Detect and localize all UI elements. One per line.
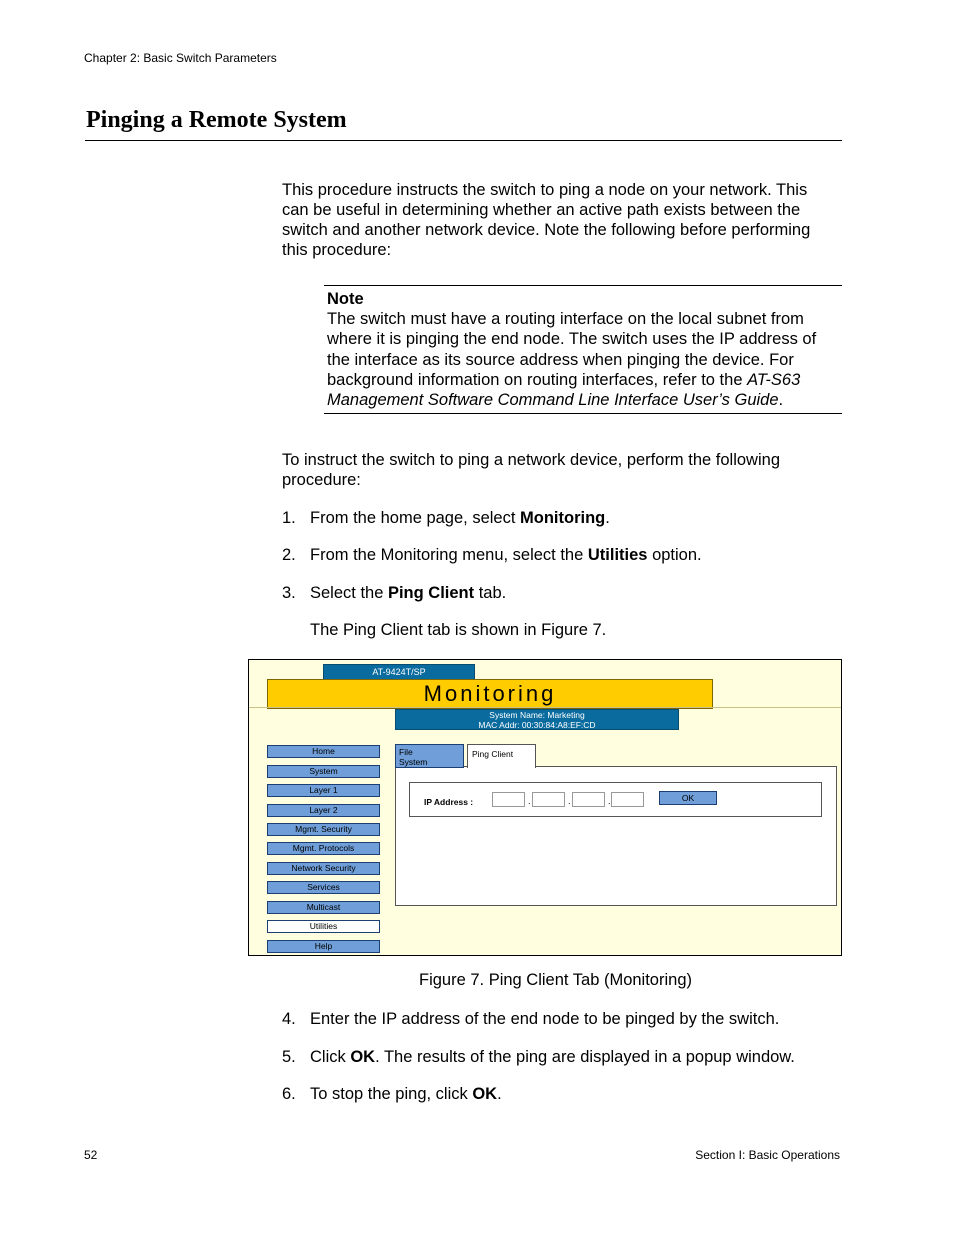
ip-octet-1-input[interactable] [492, 792, 525, 807]
step-item [282, 1047, 795, 1067]
note-title: Note [327, 290, 364, 308]
page-title: Pinging a Remote System [86, 107, 347, 133]
intro-line: this procedure: [282, 241, 392, 259]
note-line: the interface as its source address when pinging the device. For [327, 350, 794, 369]
tab-label: File [399, 747, 413, 757]
step-item [282, 583, 506, 603]
tab-file-system[interactable] [395, 744, 464, 768]
note-guide-title: Management Software Command Line Interface User’s Guide [327, 391, 779, 410]
intro-line: can be useful in determining whether an active path exists between the [282, 201, 801, 219]
step-bold: OK [472, 1085, 498, 1103]
step-text: From the Monitoring menu, select the [310, 546, 588, 564]
nav-home[interactable]: Home [267, 745, 380, 758]
ok-button[interactable]: OK [659, 791, 717, 805]
note-line [327, 390, 842, 410]
tab-label: System [399, 757, 428, 767]
step-bold: Monitoring [520, 509, 606, 527]
nav-mgmt-security[interactable]: Mgmt. Security [267, 823, 380, 836]
system-name: System Name: Marketing [489, 710, 585, 720]
step-item [282, 545, 702, 565]
chapter-header: Chapter 2: Basic Switch Parameters [84, 51, 277, 65]
figure-caption: Figure 7. Ping Client Tab (Monitoring) [419, 971, 692, 989]
step-item [282, 508, 610, 528]
note-box [324, 285, 842, 414]
intro-line: This procedure instructs the switch to ping a node on your network. This [282, 181, 808, 199]
ip-dot: . [608, 796, 611, 806]
step-item [282, 1084, 502, 1104]
step3-subtext: The Ping Client tab is shown in Figure 7. [310, 621, 607, 639]
step-number: 3. [282, 584, 296, 602]
step-bold: Ping Client [387, 584, 475, 602]
intro-line: switch and another network device. Note the following before performing [282, 221, 811, 239]
ip-octet-3-input[interactable] [572, 792, 605, 807]
ip-dot: . [568, 796, 571, 806]
system-info [395, 709, 679, 730]
product-label: AT-9424T/SP [323, 664, 475, 680]
step-text: To stop the ping, click [310, 1085, 473, 1103]
note-line [327, 370, 842, 390]
note-text: background information on routing interfaces, refer to the [327, 370, 748, 389]
step-text: . [605, 509, 610, 527]
instruct-paragraph [282, 450, 842, 490]
step-text: From the home page, select [310, 509, 521, 527]
nav-layer-1[interactable]: Layer 1 [267, 784, 380, 797]
note-line: The switch must have a routing interface on the local subnet from [327, 310, 804, 329]
step-text: . [497, 1085, 502, 1103]
nav-mgmt-protocols[interactable]: Mgmt. Protocols [267, 842, 380, 855]
step-text: option. [647, 546, 702, 564]
step-text: tab. [474, 584, 507, 602]
note-guide-title: AT-S63 [747, 370, 801, 389]
nav-network-security[interactable]: Network Security [267, 862, 380, 875]
step-bold: OK [350, 1048, 376, 1066]
step-number: 5. [282, 1048, 296, 1066]
instruct-line: To instruct the switch to ping a network device, perform the following [282, 451, 780, 469]
ip-dot: . [528, 796, 531, 806]
step-number: 6. [282, 1085, 296, 1103]
nav-system[interactable]: System [267, 765, 380, 778]
step-text: Select the [310, 584, 388, 602]
step-item [282, 1009, 779, 1029]
ip-octet-2-input[interactable] [532, 792, 565, 807]
step-text: Enter the IP address of the end node to be pinged by the switch. [310, 1010, 780, 1028]
banner-divider [249, 707, 842, 708]
instruct-line: procedure: [282, 471, 361, 489]
step-text: . The results of the ping are displayed in a popup window. [375, 1048, 795, 1066]
nav-help[interactable]: Help [267, 940, 380, 953]
mac-address: MAC Addr: 00:30:84:A8:EF:CD [478, 719, 596, 730]
monitoring-banner: Monitoring [267, 679, 713, 709]
note-text: . [778, 391, 784, 410]
ip-octet-4-input[interactable] [611, 792, 644, 807]
step-text: Click [310, 1048, 351, 1066]
page-number: 52 [84, 1148, 98, 1162]
step-number: 1. [282, 509, 296, 527]
nav-services[interactable]: Services [267, 881, 380, 894]
nav-multicast[interactable]: Multicast [267, 901, 380, 914]
section-footer: Section I: Basic Operations [695, 1148, 840, 1162]
note-line: where it is pinging the end node. The switch uses the IP address of [327, 330, 817, 349]
nav-layer-2[interactable]: Layer 2 [267, 804, 380, 817]
tab-ping-client[interactable]: Ping Client [467, 744, 536, 768]
step-number: 2. [282, 546, 296, 564]
step-number: 4. [282, 1010, 296, 1028]
step-bold: Utilities [587, 546, 648, 564]
ip-address-label: IP Address : [424, 797, 474, 807]
title-rule [85, 140, 842, 141]
figure-screenshot [248, 659, 842, 956]
intro-paragraph [282, 180, 842, 260]
nav-utilities[interactable]: Utilities [267, 920, 380, 933]
